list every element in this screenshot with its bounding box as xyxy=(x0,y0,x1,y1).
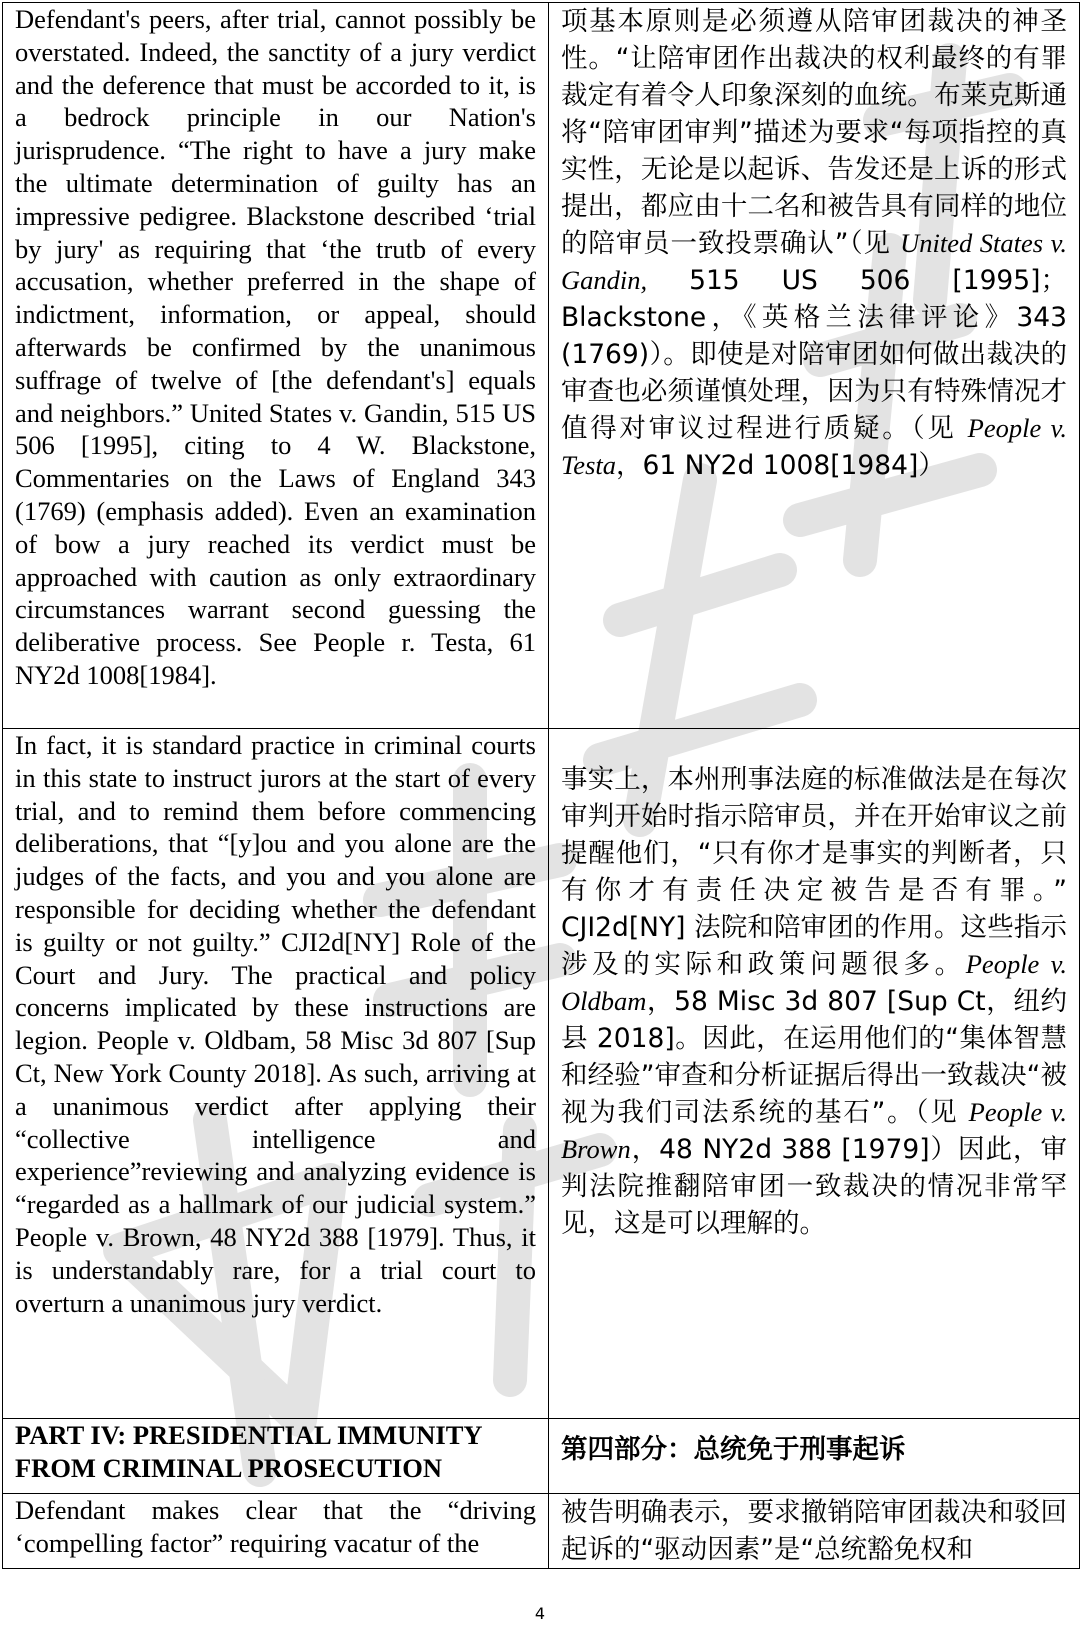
section-heading-english: PART IV: PRESIDENTIAL IMMUNITY FROM CRIMINAL PROSECUTION xyxy=(3,1419,549,1494)
chinese-text: 515 US 506 [1995]；Blackstone，《英格兰法律评论》343 (1769)）。即使是对陪审团如何做出裁决的审查也必须谨慎处理，因为只有特殊情况才值得对审议过程进行质疑。（见 xyxy=(561,265,1067,444)
case-citation: People v. Brown xyxy=(561,1097,1067,1164)
case-citation: United States v. Gandin, xyxy=(561,228,1067,295)
case-citation: People v. Oldbam xyxy=(561,949,1068,1016)
table-row xyxy=(3,3,1080,729)
chinese-text: ，58 Misc 3d 807 [Sup Ct，纽约县 2018]。因此，在运用他们的“集体智慧和经验”审查和分析证据后得出一致裁决“被视为我们司法系统的基石”。（见 xyxy=(561,986,1067,1128)
chinese-cell: 被告明确表示，要求撤销陪审团裁决和驳回起诉的“驱动因素”是“总统豁免权和 xyxy=(549,1494,1080,1569)
section-heading-chinese: 第四部分：总统免于刑事起诉 xyxy=(549,1419,1080,1494)
case-citation: People v. Testa xyxy=(561,413,1067,480)
chinese-cell xyxy=(549,729,1080,1419)
english-cell: Defendant makes clear that the “driving ‘compelling factor” requiring vacatur of the xyxy=(3,1494,549,1569)
chinese-text: ，61 NY2d 1008[1984]） xyxy=(616,450,945,481)
page-number: 4 xyxy=(534,1604,546,1623)
table-row xyxy=(3,1494,1080,1569)
table-row xyxy=(3,1419,1080,1494)
english-cell: Defendant's peers, after trial, cannot possibly be overstated. Indeed, the sanctity of a jury verdict and the deference that must be accorded to it, is a bedrock principle in our Nation's jurisprudence. “The right to have a jury make the ultimate determination of guilty has an impressive pedigree. Blackstone described ‘trial by jury' as requiring that ‘the trutb of every accusation, whether preferred in the shape of indictment, information, or appeal, should afterwards be confirmed by the unanimous suffrage of twelve of [the defendant's] equals and neighbors.” United States v. Gandin, 515 US 506 [1995], citing to 4 W. Blackstone, Commentaries on the Laws of England 343 (1769) (emphasis added). Even an examination of bow a jury reached its verdict must be approached with caution as only extraordinary circumstances warrant second guessing the deliberative process. See People r. Testa, 61 NY2d 1008[1984]. xyxy=(3,3,549,729)
chinese-text: 事实上，本州刑事法庭的标准做法是在每次审判开始时指示陪审员，并在开始审议之前提醒他们，“只有你才是事实的判断者，只有你才有责任决定被告是否有罪。” CJI2d[NY] 法院和陪审团的作用。这些指示涉及的实际和政策问题很多。 xyxy=(561,764,1067,980)
table-row xyxy=(3,729,1080,1419)
english-cell: In fact, it is standard practice in criminal courts in this state to instruct jurors at the start of every trial, and to remind them before commencing deliberations, that “[y]ou and you alone are the judges of the facts, and you and you alone are responsible for deciding whether the defendant is guilty or not guilty.” CJI2d[NY] Role of the Court and Jury. The practical and policy concerns implicated by these instructions are legion. People v. Oldbam, 58 Misc 3d 807 [Sup Ct, New York County 2018]. As such, arriving at a unanimous verdict after applying their “collective intelligence and experience”reviewing and analyzing evidence is “regarded as a hallmark of our judicial system.” People v. Brown, 48 NY2d 388 [1979]. Thus, it is understandably rare, for a trial court to overturn a unanimous jury verdict. xyxy=(3,729,549,1419)
chinese-cell xyxy=(549,3,1080,729)
chinese-text: ，48 NY2d 388 [1979]）因此，审判法院推翻陪审团一致裁决的情况非常罕见，这是可以理解的。 xyxy=(561,1134,1067,1239)
chinese-text: 项基本原则是必须遵从陪审团裁决的神圣性。“让陪审团作出裁决的权利最终的有罪裁定有着令人印象深刻的血统。布莱克斯通将“陪审团审判”描述为要求“每项指控的真实性，无论是以起诉、告发还是上诉的形式提出，都应由十二名和被告具有同样的地位的陪审员一致投票确认”（见 xyxy=(561,6,1067,259)
translation-table xyxy=(2,2,1080,1569)
